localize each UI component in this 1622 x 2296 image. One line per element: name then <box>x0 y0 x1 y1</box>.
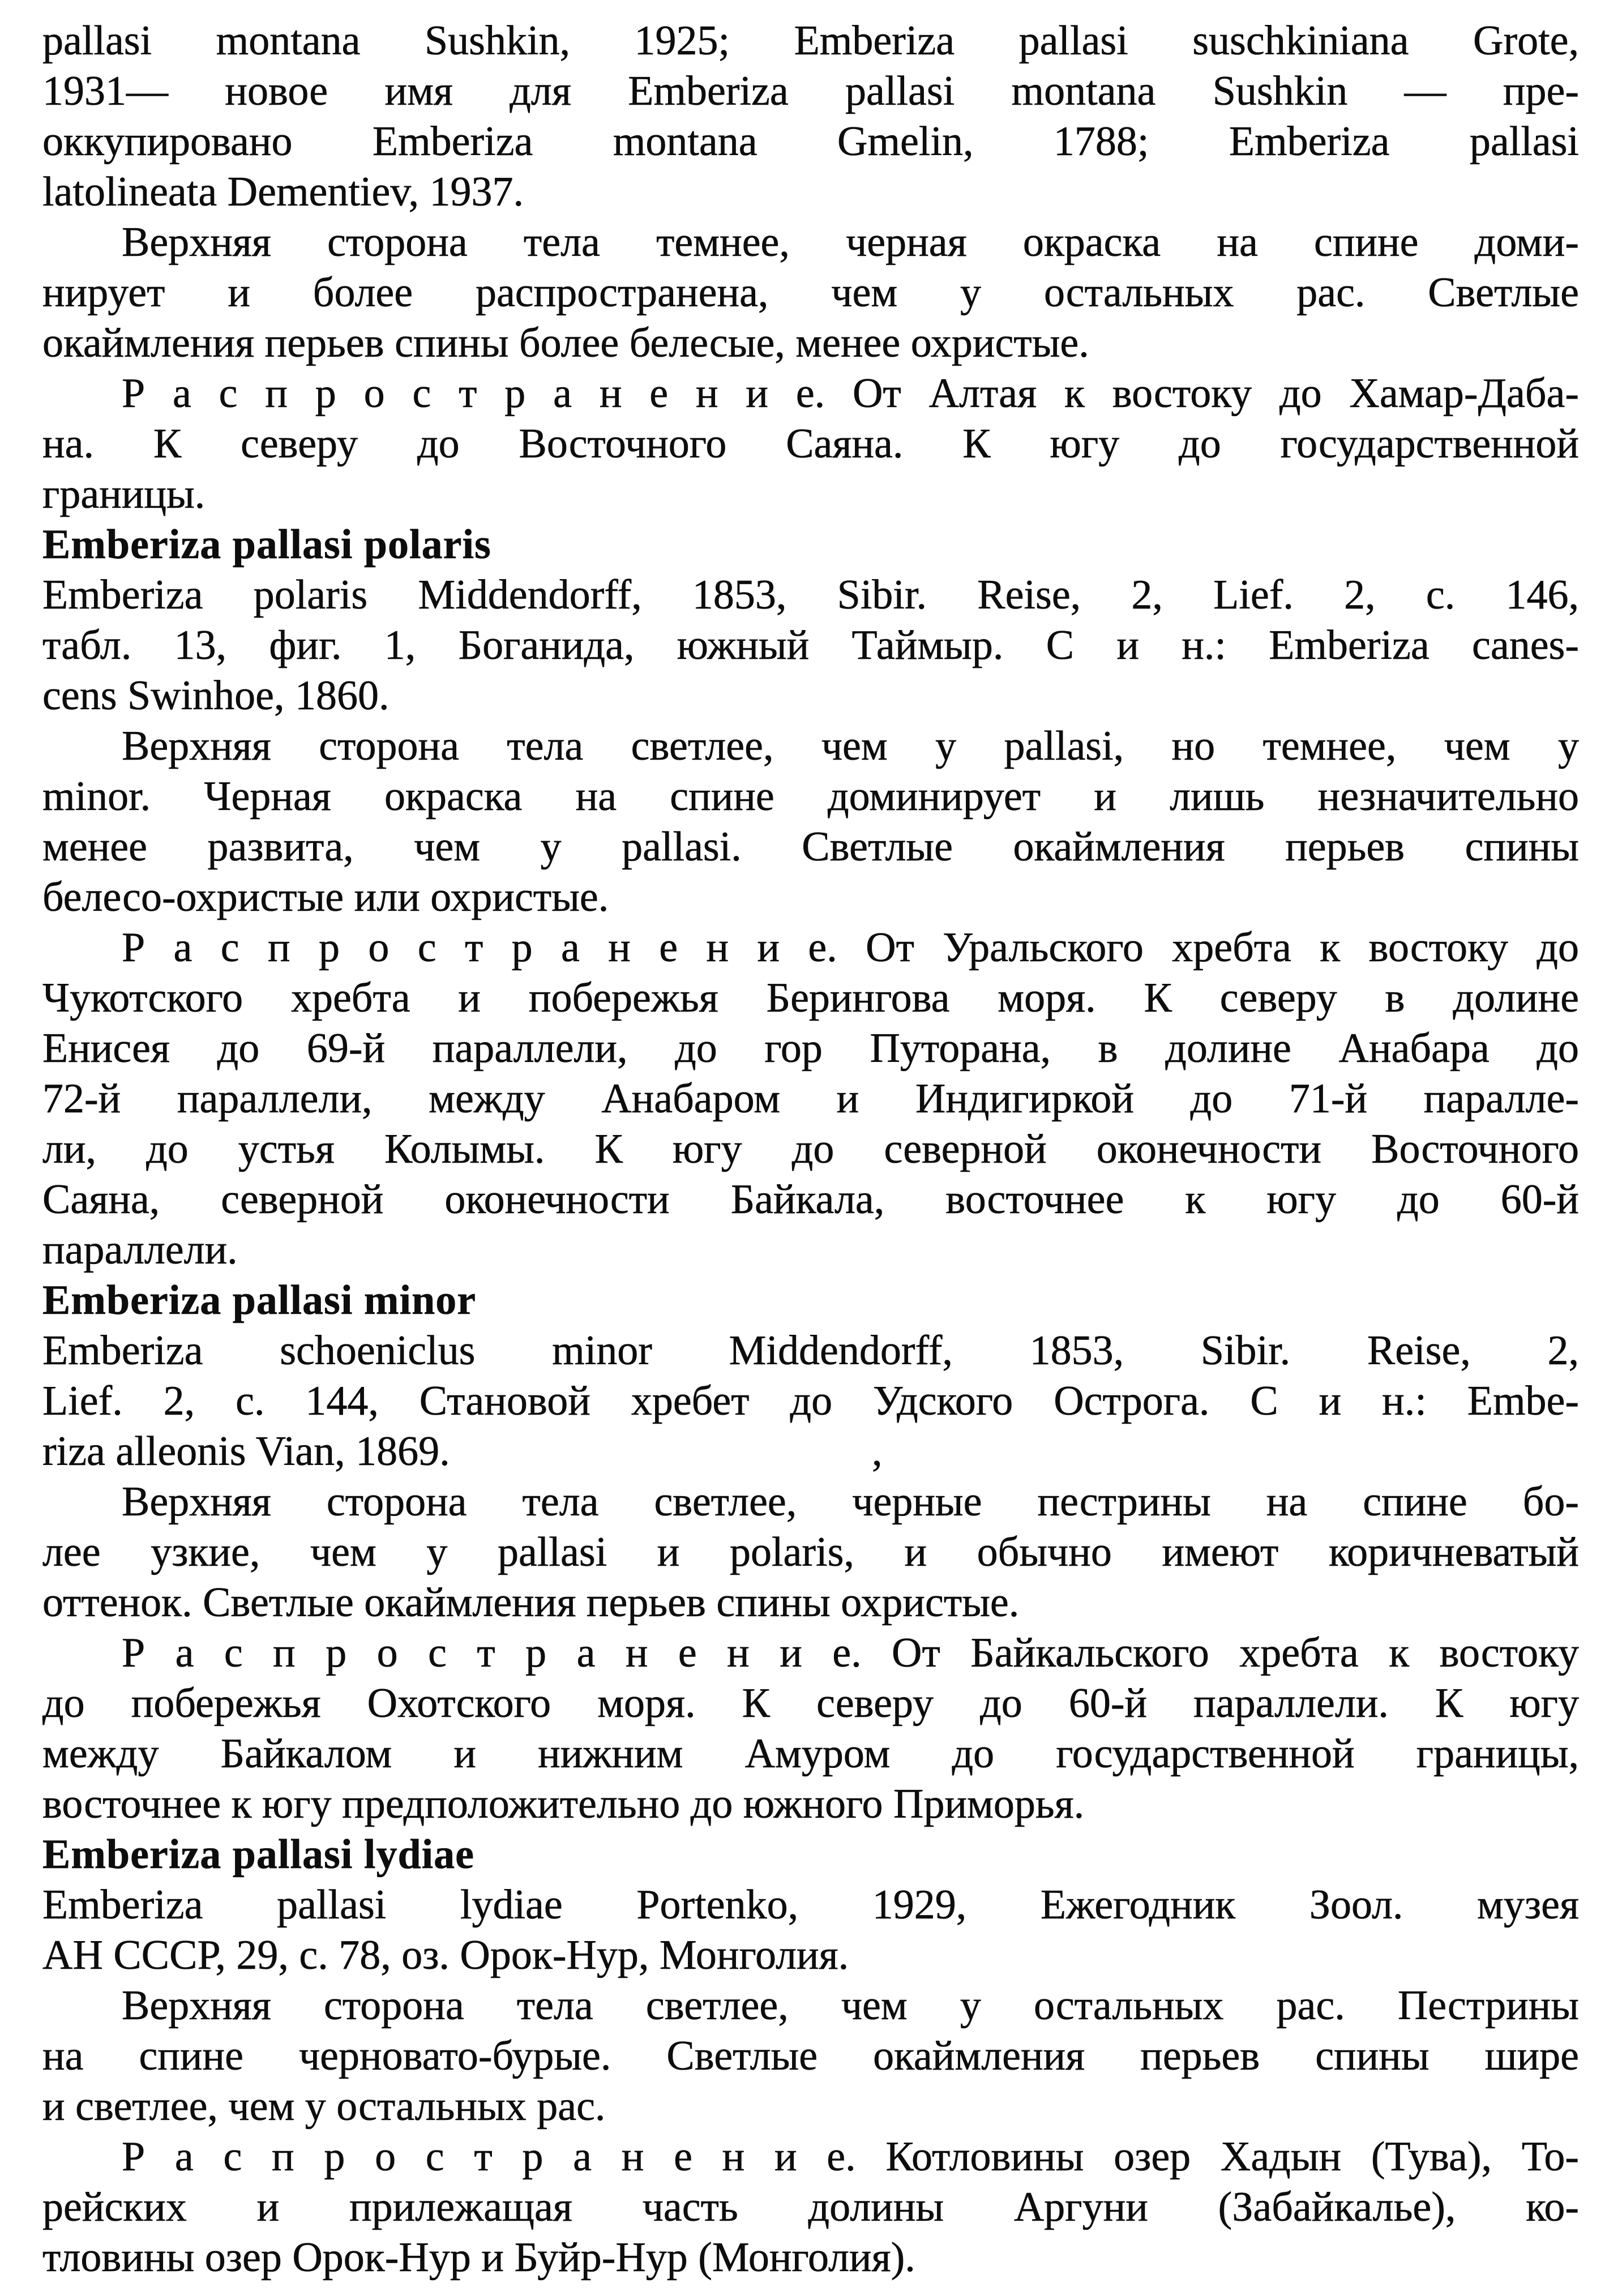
text-column <box>42 16 1579 2283</box>
text-line: белесо-охристые или охристые. <box>42 874 609 920</box>
ink-artifact: , <box>872 1428 883 1475</box>
text-line: 72-й параллели, между Анабаром и Индигиркой до 71-й паралле- <box>42 1076 1579 1122</box>
text-line: менее развита, чем у pallasi. Светлые окаймления перьев спины <box>42 824 1579 870</box>
text-line: рейских и прилежащая часть долины Аргуни (Забайкалье), ко- <box>42 2184 1579 2230</box>
text-line: между Байкалом и нижним Амуром до государственной границы, <box>42 1730 1579 1777</box>
text-line: Lief. 2, с. 144, Становой хребет до Удского Острога. С и н.: Embe- <box>42 1378 1579 1424</box>
text-line: Emberiza polaris Middendorff, 1853, Sibir. Reise, 2, Lief. 2, с. 146, <box>42 572 1579 618</box>
text-line: Верхняя сторона тела темнее, черная окраска на спине доми- <box>122 219 1579 265</box>
text-line: Emberiza schoeniclus minor Middendorff, 1853, Sibir. Reise, 2, <box>42 1327 1579 1374</box>
text-line: восточнее к югу предположительно до южного Приморья. <box>42 1781 1085 1827</box>
text-line: Верхняя сторона тела светлее, чем у pallasi, но темнее, чем у <box>122 723 1579 769</box>
text-line: до побережья Охотского моря. К северу до 60-й параллели. К югу <box>42 1680 1579 1727</box>
text-line: границы. <box>42 471 206 517</box>
text-line: табл. 13, фиг. 1, Боганида, южный Таймыр. С и н.: Emberiza canes- <box>42 622 1579 669</box>
text-line: minor. Черная окраска на спине доминирует и лишь незначительно <box>42 773 1579 820</box>
text-line: Emberiza pallasi lydiae Portenko, 1929, Ежегодник Зоол. музея <box>42 1882 1579 1928</box>
section-heading: Emberiza pallasi polaris <box>42 521 491 568</box>
text-line: Р а с п р о с т р а н е н и е. От Уральского хребта к востоку до <box>122 924 1579 971</box>
text-line: cens Swinhoe, 1860. <box>42 672 390 719</box>
text-line: тловины озер Орок-Нур и Буйр-Нур (Монголия). <box>42 2234 915 2281</box>
text-line: оккупировано Emberiza montana Gmelin, 1788; Emberiza pallasi <box>42 118 1579 165</box>
text-line: Верхняя сторона тела светлее, чем у остальных рас. Пестрины <box>122 1982 1579 2029</box>
text-line: лее узкие, чем у pallasi и polaris, и обычно имеют коричневатый <box>42 1529 1580 1575</box>
text-line: Верхняя сторона тела светлее, черные пестрины на спине бо- <box>122 1479 1579 1525</box>
text-line: ли, до устья Колымы. К югу до северной оконечности Восточного <box>42 1126 1579 1172</box>
text-line: pallasi montana Sushkin, 1925; Emberiza pallasi suschkiniana Grote, <box>42 18 1579 64</box>
text-line: оттенок. Светлые окаймления перьев спины охристые. <box>42 1579 1020 1626</box>
text-line: riza alleonis Vian, 1869. <box>42 1428 450 1475</box>
text-line: Енисея до 69-й параллели, до гор Путорана, в долине Анабара до <box>42 1025 1579 1072</box>
text-line: Р а с п р о с т р а н е н и е. От Байкальского хребта к востоку <box>122 1630 1579 1676</box>
text-line: и светлее, чем у остальных рас. <box>42 2083 606 2130</box>
text-line: latolineata Dementiev, 1937. <box>42 169 524 215</box>
text-line: параллели. <box>42 1227 238 1273</box>
text-line: окаймления перьев спины более белесые, менее охристые. <box>42 320 1089 366</box>
text-line: на спине черновато-бурые. Светлые окаймления перьев спины шире <box>42 2033 1579 2079</box>
text-line: нирует и более распространена, чем у остальных рас. Светлые <box>42 269 1579 316</box>
section-heading: Emberiza pallasi lydiae <box>42 1831 474 1878</box>
text-line: на. К северу до Восточного Саяна. К югу до государственной <box>42 421 1579 467</box>
text-line: Р а с п р о с т р а н е н и е. Котловины озер Хадын (Тува), То- <box>122 2134 1579 2180</box>
text-line: 1931— новое имя для Emberiza pallasi montana Sushkin — пре- <box>42 68 1579 114</box>
text-line: Р а с п р о с т р а н е н и е. От Алтая к востоку до Хамар-Даба- <box>122 370 1579 417</box>
section-heading: Emberiza pallasi minor <box>42 1277 477 1323</box>
text-line: АН СССР, 29, с. 78, оз. Орок-Нур, Монголия. <box>42 1932 849 1978</box>
text-line: Чукотского хребта и побережья Берингова моря. К северу в долине <box>42 975 1579 1021</box>
text-line: Саяна, северной оконечности Байкала, восточнее к югу до 60-й <box>42 1176 1579 1223</box>
